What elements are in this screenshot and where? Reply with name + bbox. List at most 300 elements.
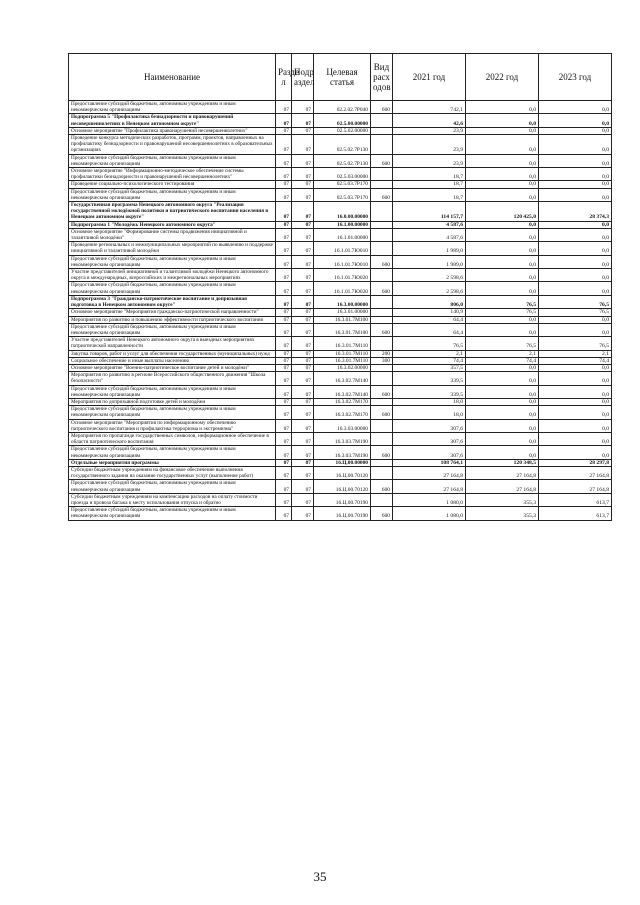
cell-year-2023: 0,0 — [539, 446, 612, 459]
cell-year-2023: 0,0 — [539, 364, 612, 371]
cell-expense-kind: 300 — [371, 357, 393, 364]
cell-expense-kind — [371, 309, 393, 316]
cell-year-2022: 0,0 — [466, 398, 539, 405]
cell-target-article: 16.1.00.00000 — [314, 221, 371, 228]
cell-year-2022: 76,5 — [466, 309, 539, 316]
cell-year-2022: 0,0 — [466, 242, 539, 255]
table-row — [69, 135, 612, 155]
cell-target-article: 02.5.02.7Р130 — [314, 154, 371, 167]
cell-year-2021: 76,5 — [393, 337, 466, 350]
cell-target-article: 16.Ц.00.70120 — [314, 466, 371, 479]
cell-year-2023: 27 164,8 — [539, 480, 612, 493]
cell-target-article: 16.3.00.00000 — [314, 295, 371, 308]
cell-year-2023: 0,0 — [539, 323, 612, 336]
header-section: Разде л — [276, 54, 292, 101]
cell-name: Предоставление субсидий бюджетным, автономным учреждениям и иным некоммерческим организациям — [69, 154, 276, 167]
cell-target-article: 16.3.02.7М170 — [314, 398, 371, 405]
table-row — [69, 154, 612, 167]
cell-target-article: 16.Ц.00.70190 — [314, 507, 371, 520]
cell-subsection: 07 — [292, 295, 314, 308]
cell-year-2021: 18,7 — [393, 168, 466, 181]
cell-subsection: 07 — [292, 221, 314, 228]
cell-year-2023: 0,0 — [539, 154, 612, 167]
cell-year-2023: 27 164,8 — [539, 466, 612, 479]
header-year-2022: 2022 год — [466, 54, 539, 101]
cell-expense-kind — [371, 295, 393, 308]
cell-year-2021: 114 157,7 — [393, 202, 466, 222]
cell-name: Основное мероприятие "Профилактика правонарушений несовершеннолетних" — [69, 127, 276, 134]
cell-section: 07 — [276, 295, 292, 308]
cell-subsection: 07 — [292, 228, 314, 241]
cell-year-2023: 28 374,3 — [539, 202, 612, 222]
cell-year-2021: 2 598,6 — [393, 269, 466, 282]
cell-year-2022: 0,0 — [466, 255, 539, 268]
table-row — [69, 466, 612, 479]
cell-target-article: 16.3.02.7М140 — [314, 385, 371, 398]
table-body — [69, 101, 612, 521]
table-row — [69, 350, 612, 357]
budget-table-sheet — [68, 53, 611, 521]
cell-year-2021: 307,6 — [393, 419, 466, 432]
cell-subsection: 07 — [292, 269, 314, 282]
cell-expense-kind — [371, 364, 393, 371]
cell-name: Закупка товаров, работ и услуг для обеспечения государственных (муниципальных) нужд — [69, 350, 276, 357]
cell-year-2022: 0,0 — [466, 154, 539, 167]
cell-year-2023: 0,0 — [539, 406, 612, 419]
cell-year-2023: 0,0 — [539, 114, 612, 127]
table-row — [69, 295, 612, 308]
cell-expense-kind: 600 — [371, 323, 393, 336]
cell-section: 07 — [276, 466, 292, 479]
cell-year-2021: 23,9 — [393, 135, 466, 155]
cell-expense-kind — [371, 269, 393, 282]
cell-year-2022: 0,0 — [466, 282, 539, 295]
cell-year-2023: 0,0 — [539, 372, 612, 385]
cell-section: 07 — [276, 385, 292, 398]
table-row — [69, 406, 612, 419]
cell-section: 07 — [276, 316, 292, 323]
cell-target-article: 16.3.02.7М170 — [314, 406, 371, 419]
table-row — [69, 323, 612, 336]
cell-year-2022: 0,0 — [466, 419, 539, 432]
cell-subsection: 07 — [292, 255, 314, 268]
table-row — [69, 507, 612, 520]
table-row — [69, 242, 612, 255]
cell-expense-kind: 200 — [371, 350, 393, 357]
table-row — [69, 228, 612, 241]
cell-section: 07 — [276, 406, 292, 419]
cell-year-2021: 23,9 — [393, 154, 466, 167]
cell-name: Основное мероприятие "Формирование системы продвижения инициативной и талантливой молодёжи" — [69, 228, 276, 241]
cell-name: Основное мероприятие "Военно-патриотическое воспитание детей и молодёжи" — [69, 364, 276, 371]
cell-subsection: 07 — [292, 419, 314, 432]
cell-target-article: 16.3.02.7М140 — [314, 372, 371, 385]
cell-section: 07 — [276, 446, 292, 459]
cell-target-article: 02.2.02.7Р040 — [314, 101, 371, 114]
cell-subsection: 07 — [292, 372, 314, 385]
cell-section: 07 — [276, 480, 292, 493]
cell-name: Мероприятия по развитию и повышению эффективности патриотического воспитания — [69, 316, 276, 323]
cell-name: Основное мероприятие "Информационно-методическое обеспечение системы профилактики безнадзорности и правонарушений несовершеннолетних" — [69, 168, 276, 181]
cell-target-article: 16.3.02.00000 — [314, 364, 371, 371]
cell-year-2023: 0,0 — [539, 168, 612, 181]
cell-year-2021: 1 080,0 — [393, 507, 466, 520]
cell-year-2022: 0,0 — [466, 135, 539, 155]
cell-expense-kind — [371, 181, 393, 188]
cell-subsection: 07 — [292, 432, 314, 445]
table-row — [69, 432, 612, 445]
table-row — [69, 181, 612, 188]
cell-expense-kind: 600 — [371, 480, 393, 493]
cell-year-2022: 27 164,8 — [466, 466, 539, 479]
cell-year-2022: 76,5 — [466, 295, 539, 308]
cell-section: 07 — [276, 432, 292, 445]
cell-year-2021: 18,7 — [393, 181, 466, 188]
cell-section: 07 — [276, 255, 292, 268]
header-year-2021: 2021 год — [393, 54, 466, 101]
cell-expense-kind — [371, 493, 393, 506]
cell-year-2022: 120 348,5 — [466, 459, 539, 466]
cell-year-2021: 307,6 — [393, 432, 466, 445]
cell-subsection: 07 — [292, 337, 314, 350]
cell-target-article: 16.3.03.7М190 — [314, 446, 371, 459]
cell-subsection: 07 — [292, 154, 314, 167]
cell-year-2021: 357,5 — [393, 364, 466, 371]
cell-expense-kind — [371, 168, 393, 181]
cell-name: Предоставление субсидий бюджетным, автономным учреждениям и иным некоммерческим организациям — [69, 406, 276, 419]
cell-year-2021: 339,5 — [393, 385, 466, 398]
cell-expense-kind — [371, 372, 393, 385]
cell-name: Субсидии бюджетным учреждениям на финансовое обеспечение выполнения государственного задания на оказание государственных услуг (выполнение работ) — [69, 466, 276, 479]
cell-year-2023: 76,5 — [539, 295, 612, 308]
cell-subsection: 07 — [292, 309, 314, 316]
cell-year-2023: 613,7 — [539, 507, 612, 520]
cell-target-article: 16.3.01.7М110 — [314, 337, 371, 350]
cell-year-2023: 0,0 — [539, 316, 612, 323]
cell-year-2022: 0,0 — [466, 188, 539, 201]
cell-name: Предоставление субсидий бюджетным, автономным учреждениям и иным некоммерческим организациям — [69, 282, 276, 295]
cell-subsection: 07 — [292, 446, 314, 459]
cell-year-2022: 355,3 — [466, 493, 539, 506]
table-row — [69, 459, 612, 466]
cell-subsection: 07 — [292, 466, 314, 479]
cell-year-2021: 1 080,0 — [393, 493, 466, 506]
cell-target-article: 02.5.03.7Р170 — [314, 181, 371, 188]
table-row — [69, 188, 612, 201]
cell-year-2021: 64,4 — [393, 316, 466, 323]
cell-target-article: 16.3.01.00000 — [314, 309, 371, 316]
table-row — [69, 337, 612, 350]
cell-name: Предоставление субсидий бюджетным, автономным учреждениям и иным некоммерческим организациям — [69, 480, 276, 493]
cell-target-article: 02.5.03.00000 — [314, 168, 371, 181]
cell-section: 07 — [276, 269, 292, 282]
cell-year-2023: 0,0 — [539, 242, 612, 255]
cell-name: Проведение региональных и межмуниципальных мероприятий по выявлению и поддержке инициативной и талантливой молодёжи — [69, 242, 276, 255]
cell-section: 07 — [276, 228, 292, 241]
header-target-article: Целевая статья — [314, 54, 371, 101]
header-year-2023: 2023 год — [539, 54, 612, 101]
table-row — [69, 493, 612, 506]
cell-name: Предоставление субсидий бюджетным, автономным учреждениям и иным некоммерческим организациям — [69, 323, 276, 336]
cell-subsection: 07 — [292, 493, 314, 506]
cell-year-2021: 1 989,0 — [393, 255, 466, 268]
cell-subsection: 07 — [292, 385, 314, 398]
cell-year-2023: 0,0 — [539, 101, 612, 114]
cell-year-2023: 0,0 — [539, 398, 612, 405]
header-name: Наименование — [69, 54, 276, 101]
cell-target-article: 02.5.00.00000 — [314, 114, 371, 127]
cell-year-2022: 0,0 — [466, 446, 539, 459]
cell-year-2022: 0,0 — [466, 221, 539, 228]
cell-section: 07 — [276, 419, 292, 432]
cell-year-2022: 355,3 — [466, 507, 539, 520]
cell-year-2022: 0,0 — [466, 385, 539, 398]
cell-target-article: 16.3.01.7М110 — [314, 357, 371, 364]
cell-year-2022: 0,0 — [466, 364, 539, 371]
cell-section: 07 — [276, 188, 292, 201]
cell-section: 07 — [276, 202, 292, 222]
cell-name: Проведение социально-психологического тестирования — [69, 181, 276, 188]
table-row — [69, 282, 612, 295]
cell-target-article: 16.1.01.7Ю010 — [314, 255, 371, 268]
cell-year-2023: 0,0 — [539, 255, 612, 268]
cell-name: Мероприятия по пропаганде государственных символов, информационное обеспечение в области патриотического воспитания — [69, 432, 276, 445]
cell-year-2021: 307,6 — [393, 446, 466, 459]
cell-year-2023: 76,5 — [539, 309, 612, 316]
cell-expense-kind: 600 — [371, 188, 393, 201]
cell-year-2021: 2 598,6 — [393, 282, 466, 295]
cell-name: Предоставление субсидий бюджетным, автономным учреждениям и иным некоммерческим организациям — [69, 507, 276, 520]
cell-expense-kind — [371, 242, 393, 255]
cell-target-article: 02.5.03.7Р170 — [314, 188, 371, 201]
table-row — [69, 269, 612, 282]
cell-subsection: 07 — [292, 459, 314, 466]
cell-year-2022: 0,0 — [466, 269, 539, 282]
cell-target-article: 16.Ц.00.00000 — [314, 459, 371, 466]
table-row — [69, 127, 612, 134]
cell-year-2023: 0,0 — [539, 135, 612, 155]
cell-name: Основное мероприятие "Мероприятия по информационному обеспечению патриотического воспитания и профилактика терроризма и экстремизма" — [69, 419, 276, 432]
cell-subsection: 07 — [292, 507, 314, 520]
table-header-row — [69, 54, 612, 101]
cell-year-2021: 742,1 — [393, 101, 466, 114]
cell-subsection: 07 — [292, 101, 314, 114]
cell-expense-kind: 600 — [371, 406, 393, 419]
cell-year-2022: 0,0 — [466, 114, 539, 127]
cell-year-2021: 2,1 — [393, 350, 466, 357]
table-row — [69, 372, 612, 385]
cell-section: 07 — [276, 242, 292, 255]
cell-year-2021: 23,9 — [393, 127, 466, 134]
cell-name: Подпрограмма 3 "Гражданско-патриотическое воспитание и допризывная подготовка в Ненецком автономном округе" — [69, 295, 276, 308]
cell-subsection: 07 — [292, 242, 314, 255]
table-row — [69, 398, 612, 405]
cell-year-2023: 28 297,8 — [539, 459, 612, 466]
cell-year-2022: 2,1 — [466, 350, 539, 357]
cell-section: 07 — [276, 493, 292, 506]
cell-expense-kind — [371, 228, 393, 241]
cell-section: 07 — [276, 459, 292, 466]
cell-section: 07 — [276, 127, 292, 134]
cell-target-article: 16.Ц.00.70190 — [314, 493, 371, 506]
cell-subsection: 07 — [292, 323, 314, 336]
cell-section: 07 — [276, 364, 292, 371]
table-row — [69, 255, 612, 268]
cell-name: Подпрограмма 5 "Профилактика безнадзорности и правонарушений несовершеннолетних в Ненецком автономном округе" — [69, 114, 276, 127]
cell-target-article: 16.Ц.00.70120 — [314, 480, 371, 493]
cell-year-2023: 0,0 — [539, 188, 612, 201]
cell-expense-kind — [371, 337, 393, 350]
cell-expense-kind: 600 — [371, 282, 393, 295]
cell-section: 07 — [276, 350, 292, 357]
cell-section: 07 — [276, 135, 292, 155]
cell-subsection: 07 — [292, 181, 314, 188]
cell-section: 07 — [276, 168, 292, 181]
cell-subsection: 07 — [292, 114, 314, 127]
cell-year-2023: 0,0 — [539, 385, 612, 398]
cell-section: 07 — [276, 398, 292, 405]
cell-section: 07 — [276, 372, 292, 385]
cell-year-2023: 74,4 — [539, 357, 612, 364]
table-row — [69, 446, 612, 459]
cell-year-2022: 0,0 — [466, 372, 539, 385]
page-number: 35 — [313, 869, 327, 884]
cell-section: 07 — [276, 181, 292, 188]
cell-expense-kind — [371, 135, 393, 155]
cell-name: Предоставление субсидий бюджетным, автономным учреждениям и иным некоммерческим организациям — [69, 101, 276, 114]
cell-expense-kind — [371, 459, 393, 466]
cell-year-2022: 0,0 — [466, 127, 539, 134]
cell-year-2022: 0,0 — [466, 323, 539, 336]
cell-name: Участие представителей инициативной и талантливой молодёжи Ненецкого автономного округа в международных, всероссийских и межрегиональных мероприятиях — [69, 269, 276, 282]
cell-target-article: 16.3.03.7М190 — [314, 432, 371, 445]
cell-expense-kind — [371, 114, 393, 127]
table-row — [69, 357, 612, 364]
cell-year-2023: 0,0 — [539, 228, 612, 241]
table-row — [69, 202, 612, 222]
cell-name: Отдельные мероприятия программы — [69, 459, 276, 466]
table-row — [69, 114, 612, 127]
cell-year-2023: 2,1 — [539, 350, 612, 357]
cell-expense-kind — [371, 398, 393, 405]
cell-year-2021: 74,4 — [393, 357, 466, 364]
cell-subsection: 07 — [292, 316, 314, 323]
cell-target-article: 16.3.01.7М100 — [314, 323, 371, 336]
cell-year-2021: 18,0 — [393, 406, 466, 419]
table-row — [69, 309, 612, 316]
cell-expense-kind — [371, 221, 393, 228]
cell-target-article: 16.1.01.00000 — [314, 228, 371, 241]
cell-year-2023: 0,0 — [539, 419, 612, 432]
cell-expense-kind: 600 — [371, 255, 393, 268]
cell-subsection: 07 — [292, 364, 314, 371]
cell-year-2021: 1 989,0 — [393, 242, 466, 255]
cell-target-article: 16.0.00.00000 — [314, 202, 371, 222]
cell-year-2022: 76,5 — [466, 337, 539, 350]
cell-name: Государственная программа Ненецкого автономного округа "Реализация государственной молодёжной политики и патриотического воспитания населения в Ненецком автономном округе" — [69, 202, 276, 222]
cell-expense-kind: 600 — [371, 385, 393, 398]
table-row — [69, 168, 612, 181]
table-row — [69, 419, 612, 432]
cell-year-2021: 339,5 — [393, 372, 466, 385]
cell-name: Мероприятия по развитию в регионе Всероссийского общественного движения "Школа безопасности" — [69, 372, 276, 385]
cell-year-2021: 27 164,8 — [393, 466, 466, 479]
cell-target-article: 16.3.01.7М110 — [314, 350, 371, 357]
cell-year-2022: 0,0 — [466, 181, 539, 188]
cell-section: 07 — [276, 101, 292, 114]
cell-year-2023: 0,0 — [539, 269, 612, 282]
cell-expense-kind: 600 — [371, 101, 393, 114]
cell-year-2022: 74,4 — [466, 357, 539, 364]
budget-table — [68, 53, 612, 521]
cell-section: 07 — [276, 282, 292, 295]
cell-name: Основное мероприятие "Мероприятия гражданско-патриотической направленности" — [69, 309, 276, 316]
cell-subsection: 07 — [292, 398, 314, 405]
cell-section: 07 — [276, 154, 292, 167]
cell-name: Социальное обеспечение и иные выплаты населению — [69, 357, 276, 364]
cell-year-2022: 0,0 — [466, 228, 539, 241]
cell-subsection: 07 — [292, 350, 314, 357]
cell-year-2021: 18,7 — [393, 188, 466, 201]
cell-target-article: 16.1.01.7Ю010 — [314, 242, 371, 255]
cell-expense-kind — [371, 432, 393, 445]
table-row — [69, 316, 612, 323]
cell-year-2021: 42,6 — [393, 114, 466, 127]
cell-subsection: 07 — [292, 127, 314, 134]
cell-section: 07 — [276, 337, 292, 350]
cell-expense-kind — [371, 127, 393, 134]
cell-name: Предоставление субсидий бюджетным, автономным учреждениям и иным некоммерческим организациям — [69, 188, 276, 201]
header-expense-kind: Вид расх одов — [371, 54, 393, 101]
cell-name: Предоставление субсидий бюджетным, автономным учреждениям и иным некоммерческим организациям — [69, 446, 276, 459]
cell-expense-kind — [371, 419, 393, 432]
cell-subsection: 07 — [292, 135, 314, 155]
cell-target-article: 16.1.01.7Ю020 — [314, 282, 371, 295]
cell-target-article: 16.3.03.00000 — [314, 419, 371, 432]
cell-section: 07 — [276, 114, 292, 127]
cell-year-2022: 0,0 — [466, 432, 539, 445]
cell-year-2021: 4 587,6 — [393, 221, 466, 228]
cell-year-2021: 806,0 — [393, 295, 466, 308]
cell-year-2022: 0,0 — [466, 101, 539, 114]
cell-subsection: 07 — [292, 480, 314, 493]
cell-target-article: 16.3.01.7М100 — [314, 316, 371, 323]
cell-year-2022: 27 164,8 — [466, 480, 539, 493]
cell-year-2021: 64,4 — [393, 323, 466, 336]
cell-target-article: 02.5.02.00000 — [314, 127, 371, 134]
cell-year-2022: 120 425,0 — [466, 202, 539, 222]
cell-year-2021: 108 764,1 — [393, 459, 466, 466]
cell-target-article: 16.1.01.7Ю020 — [314, 269, 371, 282]
cell-year-2023: 0,0 — [539, 432, 612, 445]
cell-year-2021: 18,0 — [393, 398, 466, 405]
table-row — [69, 480, 612, 493]
cell-section: 07 — [276, 323, 292, 336]
cell-subsection: 07 — [292, 188, 314, 201]
table-row — [69, 364, 612, 371]
cell-section: 07 — [276, 309, 292, 316]
cell-year-2023: 0,0 — [539, 282, 612, 295]
cell-name: Субсидии бюджетным учреждениям на компенсацию расходов на оплату стоимости проезда и провоза багажа к месту использования отпуска и обратно — [69, 493, 276, 506]
cell-expense-kind: 600 — [371, 154, 393, 167]
cell-subsection: 07 — [292, 406, 314, 419]
cell-subsection: 07 — [292, 357, 314, 364]
cell-year-2022: 0,0 — [466, 316, 539, 323]
cell-name: Предоставление субсидий бюджетным, автономным учреждениям и иным некоммерческим организациям — [69, 385, 276, 398]
cell-name: Мероприятия по допризывной подготовке детей и молодёжи — [69, 398, 276, 405]
cell-name: Участие представителей Ненецкого автономного округа в выездных мероприятиях патриотической направленности — [69, 337, 276, 350]
cell-name: Проведение конкурса методических разработок, программ, проектов, направленных на профилактику безнадзорности и правонарушений несовершеннолетних в образовательных организациях — [69, 135, 276, 155]
